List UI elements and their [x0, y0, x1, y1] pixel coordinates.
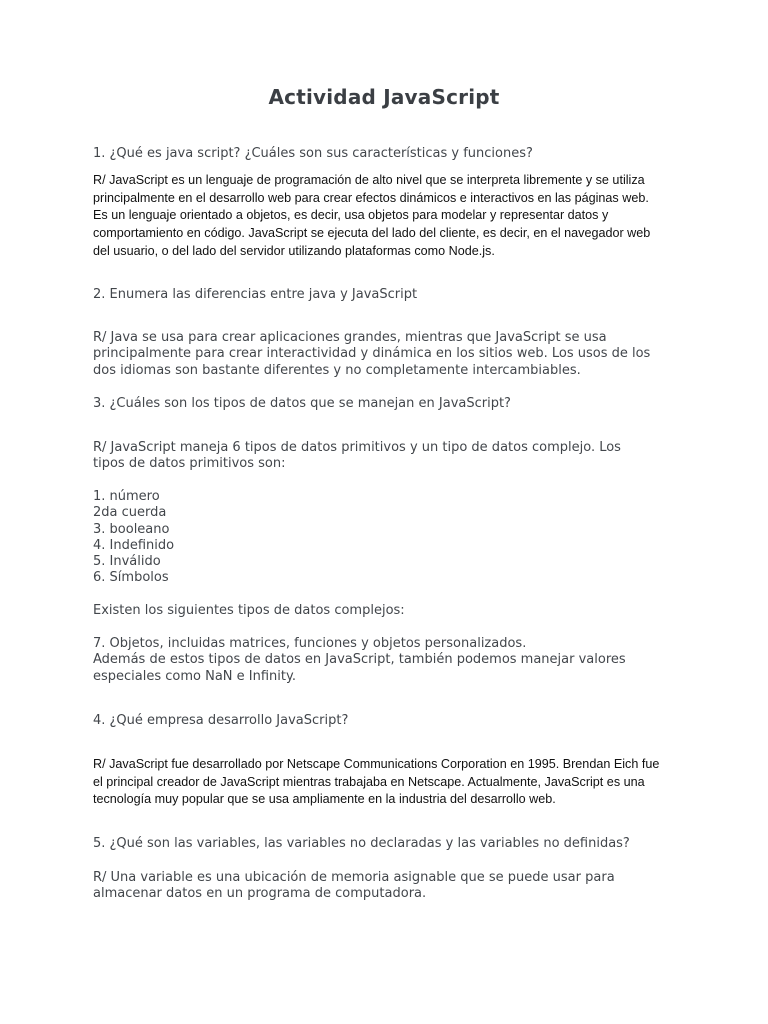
answer-3-intro-line: tipos de datos primitivos son: — [93, 456, 286, 472]
question-4: 4. ¿Qué empresa desarrollo JavaScript? — [93, 713, 349, 728]
list-item: 1. número — [93, 489, 160, 504]
question-2: 2. Enumera las diferencias entre java y JavaScript — [93, 287, 418, 302]
answer-1-line: R/ JavaScript es un lenguaje de programación de alto nivel que se interpreta libremente y se utiliza — [93, 173, 645, 187]
complex-types-intro: Existen los siguientes tipos de datos complejos: — [93, 603, 405, 618]
answer-5-line: R/ Una variable es una ubicación de memoria asignable que se puede usar para — [93, 870, 615, 885]
complex-types-text — [93, 636, 626, 685]
complex-types-line: Además de estos tipos de datos en JavaScript, también podemos manejar valores — [93, 652, 626, 668]
answer-1-line: del usuario, o del lado del servidor utilizando plataformas como Node.js. — [93, 243, 495, 258]
list-item: 6. Símbolos — [93, 570, 169, 586]
list-item: 4. Indefinido — [93, 537, 175, 553]
answer-2-line: principalmente para crear interactividad y dinámica en los sitios web. Los usos de los — [93, 346, 651, 362]
answer-4-line: tecnología muy popular que se usa ampliamente en la industria del desarrollo web. — [93, 792, 556, 807]
answer-2-line: R/ Java se usa para crear aplicaciones grandes, mientras que JavaScript se usa — [93, 330, 607, 345]
answer-3-intro — [93, 440, 621, 473]
answer-1-line: principalmente en el desarrollo web para crear efectos dinámicos e interactivos en las páginas web. — [93, 190, 649, 205]
complex-types-line: especiales como NaN e Infinity. — [93, 668, 296, 684]
answer-1-line: comportamiento en código. JavaScript se ejecuta del lado del cliente, es decir, en el navegador web — [93, 226, 651, 241]
question-5: 5. ¿Qué son las variables, las variables no declaradas y las variables no definidas? — [93, 836, 630, 851]
question-3: 3. ¿Cuáles son los tipos de datos que se manejan en JavaScript? — [93, 396, 511, 411]
answer-1 — [93, 172, 650, 261]
list-item: 2da cuerda — [93, 505, 167, 521]
answer-3-intro-line: R/ JavaScript maneja 6 tipos de datos primitivos y un tipo de datos complejo. Los — [93, 440, 621, 455]
answer-2-line: dos idiomas son bastante diferentes y no completamente intercambiables. — [93, 362, 581, 378]
answer-4-line: el principal creador de JavaScript mientras trabajaba en Netscape. Actualmente, JavaScript es una — [93, 774, 645, 789]
answer-4-line: R/ JavaScript fue desarrollado por Netscape Communications Corporation en 1995. Brendan Eich fue — [93, 757, 660, 771]
question-1: 1. ¿Qué es java script? ¿Cuáles son sus características y funciones? — [93, 146, 533, 161]
primitive-types-list — [93, 489, 174, 587]
answer-4 — [93, 756, 659, 809]
answer-5-line: almacenar datos en un programa de computadora. — [93, 886, 427, 902]
list-item: 5. Inválido — [93, 554, 161, 570]
answer-1-line: Es un lenguaje orientado a objetos, es decir, usa objetos para modelar y representar datos y — [93, 208, 609, 223]
document-title: Actividad JavaScript — [268, 85, 500, 109]
complex-types-line: 7. Objetos, incluidas matrices, funciones y objetos personalizados. — [93, 636, 527, 651]
answer-5 — [93, 870, 615, 903]
answer-2 — [93, 330, 650, 379]
list-item: 3. booleano — [93, 521, 170, 537]
